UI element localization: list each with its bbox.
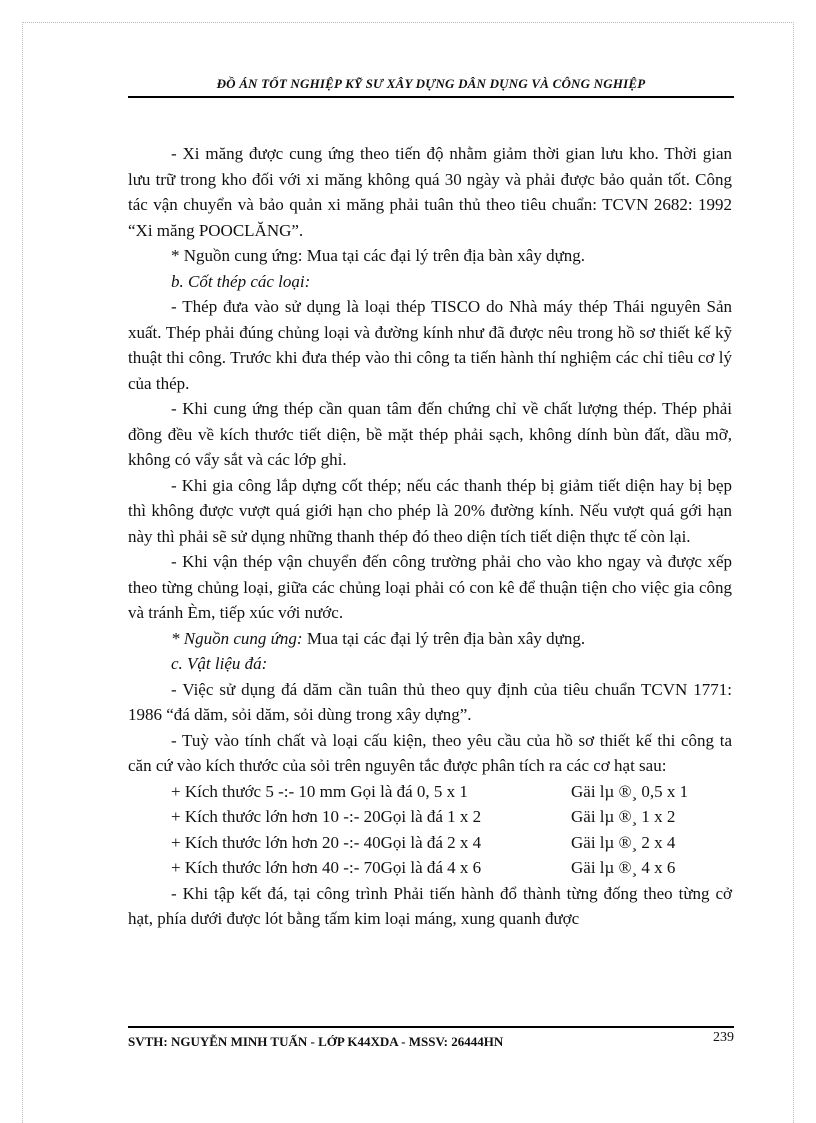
paragraph-stone-standard: - Việc sử dụng đá dăm cần tuân thủ theo quy định của tiêu chuẩn TCVN 1771: 1986 “đá dăm, sỏi dăm, sỏi dùng trong xây dựng”. — [128, 679, 732, 724]
heading-stone: c. Vật liệu đá: — [171, 654, 268, 673]
source-label: * Nguồn cung ứng: — [171, 628, 303, 648]
paragraph-steel-quality: - Khi cung ứng thép cần quan tâm đến chứng chỉ về chất lượng thép. Thép phải đồng đều về kích thước tiết diện, bề mặt thép phải sạch, không dính bùn đất, dầu mỡ, không có vẩy sắt và các lớp ghỉ. — [128, 399, 732, 469]
paragraph-steel-storage: - Khi vận thép vận chuyển đến công trường phải cho vào kho ngay và được xếp theo từng chủng loại, giữa các chủng loại phải có con kê để thuận tiện cho việc gia công và tránh Èm, tiếp xúc với nước. — [128, 552, 732, 622]
size-description: + Kích thước 5 -:- 10 mm Gọi là đá 0, 5 x 1 — [171, 781, 468, 801]
heading-steel: b. Cốt thép các loại: — [171, 271, 311, 291]
size-name: Gäi lµ ®¸ 0,5 x 1 — [571, 781, 689, 801]
size-name: Gäi lµ ®¸ 1 x 2 — [571, 807, 676, 826]
paragraph-steel-fabrication: - Khi gia công lắp dựng cốt thép; nếu các thanh thép bị giảm tiết diện hay bị bẹp thì không được vượt quá giới hạn cho phép là 20% đường kính. Nếu vượt quá gới hạn này thì phải sẽ sử dụng những thanh thép đó theo diện tích tiết diện thực tế còn lại. — [128, 475, 732, 546]
size-row — [128, 779, 732, 805]
size-name: Gäi lµ ®¸ 2 x 4 — [571, 832, 676, 852]
size-description: + Kích thước lớn hơn 40 -:- 70Gọi là đá 4 x 6 — [171, 858, 482, 877]
page-header: ĐỒ ÁN TỐT NGHIỆP KỸ SƯ XÂY DỰNG DÂN DỤNG VÀ CÔNG NGHIỆP — [128, 76, 734, 98]
paragraph-cement-supply: - Xi măng được cung ứng theo tiến độ nhằm giảm thời gian lưu kho. Thời gian lưu trữ trong kho đối với xi măng không quá 30 ngày và phải được bảo quản tốt. Công tác vận chuyển và bảo quản xi măng phải tuân thủ theo tiêu chuẩn: TCVN 2682: 1992 “Xi măng POOCLĂNG”. — [128, 144, 732, 240]
document-body — [128, 141, 732, 932]
size-description: + Kích thước lớn hơn 10 -:- 20Gọi là đá 1 x 2 — [171, 807, 482, 826]
size-row — [128, 855, 732, 881]
page-number: 239 — [713, 1030, 734, 1045]
paragraph-steel-type: - Thép đưa vào sử dụng là loại thép TISCO do Nhà máy thép Thái nguyên Sản xuất. Thép phải đúng chủng loại và đường kính như đã được nêu trong hồ sơ thiết kế kỹ thuật thi công. Trước khi đưa thép vào thi công ta tiến hành thí nghiệm các chỉ tiêu cơ lý của thép. — [128, 297, 732, 393]
paragraph-stone-grading: - Tuỳ vào tính chất và loại cấu kiện, theo yêu cầu của hồ sơ thiết kế thi công ta căn cứ vào kích thước của sỏi trên nguyên tắc được phân tích ra các cơ hạt sau: — [128, 730, 732, 775]
size-name: Gäi lµ ®¸ 4 x 6 — [571, 858, 676, 877]
page-footer — [128, 1026, 734, 1050]
source-text: Mua tại các đại lý trên địa bàn xây dựng. — [302, 628, 586, 648]
size-row — [128, 804, 732, 830]
paragraph-stone-stockpile: - Khi tập kết đá, tại công trình Phải tiến hành đổ thành từng đống theo từng cở hạt, phía dưới được lót bằng tấm kim loại máng, xung quanh được — [128, 883, 732, 928]
student-info: SVTH: NGUYỄN MINH TUẤN - LỚP K44XDA - MSSV: 26444HN — [128, 1034, 504, 1049]
paragraph-steel-source — [128, 626, 732, 652]
size-description: + Kích thước lớn hơn 20 -:- 40Gọi là đá 2 x 4 — [171, 832, 482, 852]
paragraph-cement-source: * Nguồn cung ứng: Mua tại các đại lý trên địa bàn xây dựng. — [171, 246, 586, 265]
size-row — [128, 830, 732, 856]
